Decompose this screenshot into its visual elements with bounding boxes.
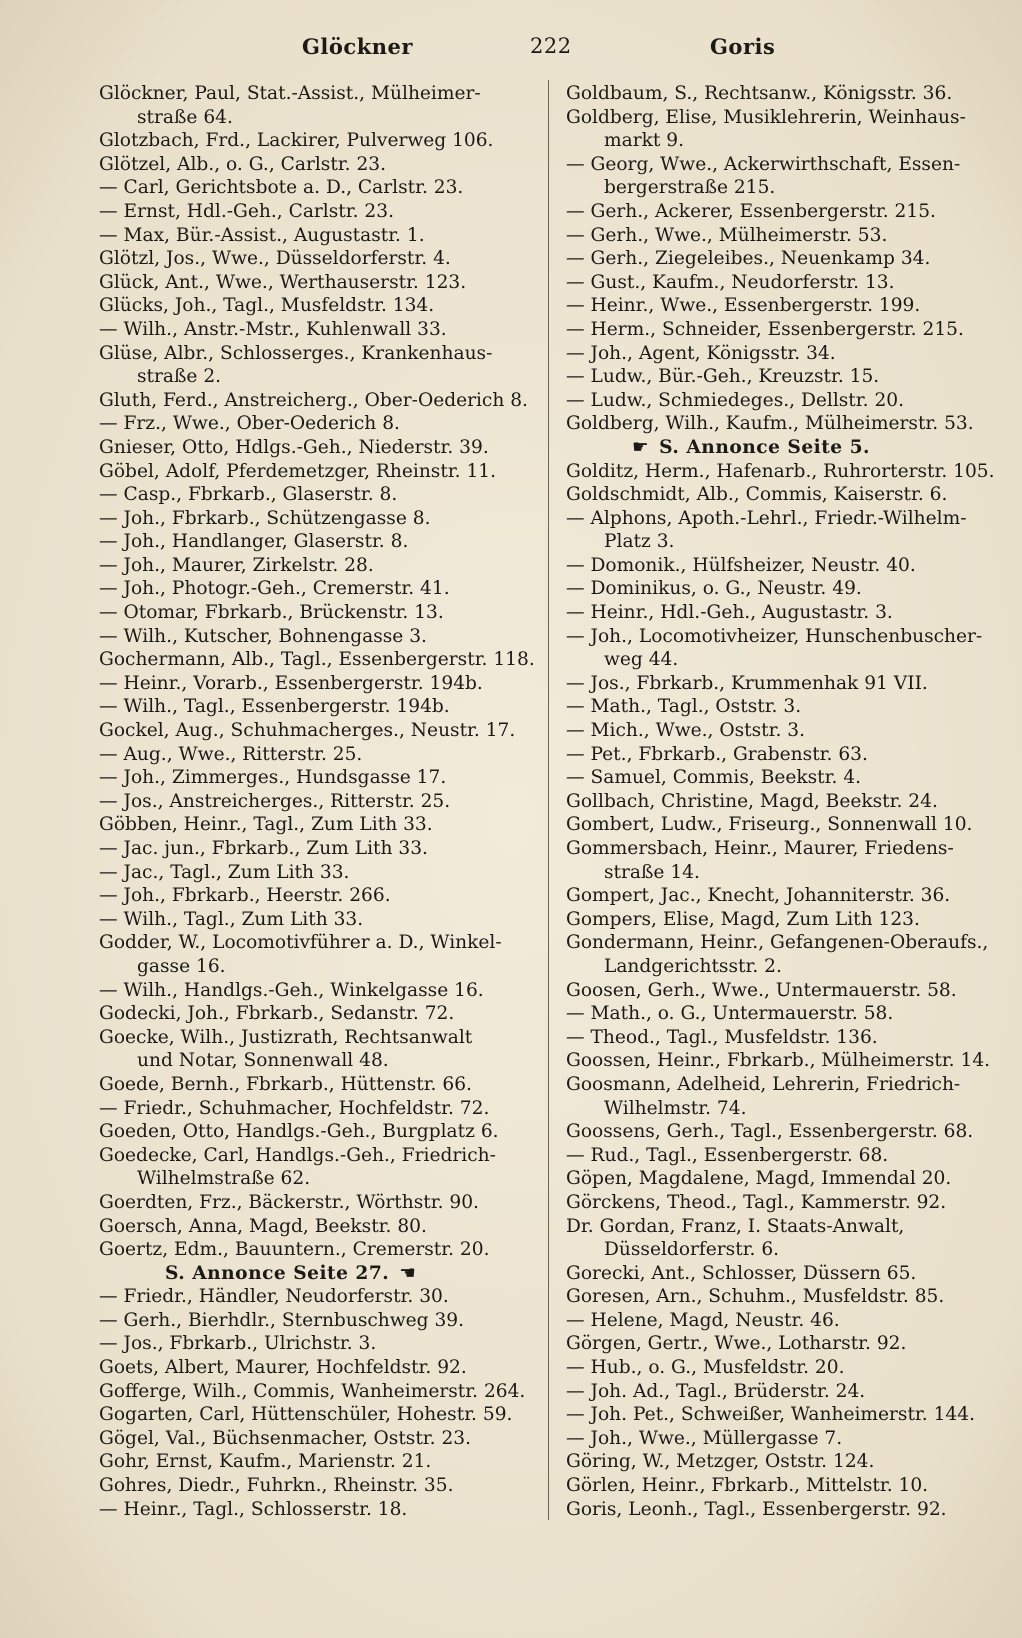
entry-text: Glötzel, Alb., o. G., Carlstr. 23. (99, 153, 387, 175)
entry-text: — Heinr., Wwe., Essenbergerstr. 199. (566, 295, 921, 317)
entry-text: Goedecke, Carl, Handlgs.-Geh., Friedrich- (99, 1144, 496, 1166)
directory-entry (99, 1191, 539, 1215)
entry-text: Godecki, Joh., Fbrkarb., Sedanstr. 72. (99, 1003, 455, 1025)
directory-entry (99, 1450, 539, 1474)
entry-continuation: straße 64. (137, 106, 233, 128)
directory-entry (99, 1356, 539, 1380)
entry-text: — Wilh., Tagl., Essenbergerstr. 194b. (99, 696, 450, 718)
entry-text: Gorecki, Ant., Schlosser, Düssern 65. (566, 1262, 917, 1284)
entry-text: Glüse, Albr., Schlosserges., Krankenhaus- (99, 342, 493, 364)
entry-text: — Domonik., Hülfsheizer, Neustr. 40. (566, 554, 916, 576)
entry-text: Gogarten, Carl, Hüttenschüler, Hohestr. 59. (99, 1404, 513, 1426)
directory-entry (566, 271, 1006, 295)
entry-text: — Joh., Fbrkarb., Heerstr. 266. (99, 885, 391, 907)
directory-entry (566, 813, 1006, 837)
entry-text: Goldberg, Elise, Musiklehrerin, Weinhaus- (566, 106, 966, 128)
entry-text: — Pet., Fbrkarb., Grabenstr. 63. (566, 743, 868, 765)
directory-entry (566, 719, 1006, 743)
entry-text: — Helene, Magd, Neustr. 46. (566, 1309, 840, 1331)
entry-text: — Joh., Photogr.-Geh., Cremerstr. 41. (99, 578, 450, 600)
directory-entry (99, 1498, 539, 1522)
directory-entry (566, 1026, 1006, 1050)
entry-text: — Gerh., Ackerer, Essenbergerstr. 215. (566, 200, 936, 222)
directory-entry (99, 1427, 539, 1451)
entry-text: Glücks, Joh., Tagl., Musfeldstr. 134. (99, 295, 435, 317)
entry-text: — Ernst, Hdl.-Geh., Carlstr. 23. (99, 200, 394, 222)
entry-text: — Joh., Handlanger, Glaserstr. 8. (99, 531, 409, 553)
directory-entry (99, 1144, 539, 1191)
directory-entry (99, 318, 539, 342)
directory-entry (99, 554, 539, 578)
directory-entry (566, 1049, 1006, 1073)
entry-text: Görgen, Gertr., Wwe., Lotharstr. 92. (566, 1333, 907, 1355)
entry-text: Glötzl, Jos., Wwe., Düsseldorferstr. 4. (99, 248, 451, 270)
entry-text: Golditz, Herm., Hafenarb., Ruhrorterstr. 105. (566, 460, 995, 482)
directory-entry (566, 672, 1006, 696)
left-column (99, 82, 539, 1521)
directory-entry (566, 908, 1006, 932)
entry-text: — Casp., Fbrkarb., Glaserstr. 8. (99, 484, 398, 506)
entry-continuation: und Notar, Sonnenwall 48. (137, 1050, 389, 1072)
directory-entry (99, 1073, 539, 1097)
entry-text: — Math., Tagl., Oststr. 3. (566, 696, 802, 718)
entry-text: Gohr, Ernst, Kaufm., Marienstr. 21. (99, 1451, 432, 1473)
directory-entry (99, 1474, 539, 1498)
directory-entry (99, 979, 539, 1003)
entry-text: S. Annonce Seite 5. (659, 436, 871, 458)
directory-entry (566, 1474, 1006, 1498)
entry-text: — Joh. Pet., Schweißer, Wanheimerstr. 144. (566, 1404, 975, 1426)
directory-entry (566, 82, 1006, 106)
entry-text: Glotzbach, Frd., Lackirer, Pulverweg 106. (99, 130, 494, 152)
entry-text: — Jos., Fbrkarb., Krummenhak 91 VII. (566, 672, 928, 694)
entry-text: Göpen, Magdalene, Magd, Immendal 20. (566, 1168, 952, 1190)
entry-text: — Max, Bür.-Assist., Augustastr. 1. (99, 224, 425, 246)
directory-entry (99, 813, 539, 837)
directory-entry (99, 153, 539, 177)
pointing-hand-icon: ☛ (632, 436, 650, 458)
directory-entry (99, 908, 539, 932)
entry-text: — Mich., Wwe., Oststr. 3. (566, 720, 806, 742)
entry-text: Göbben, Heinr., Tagl., Zum Lith 33. (99, 814, 433, 836)
directory-entry (99, 436, 539, 460)
annonce-reference (99, 1262, 539, 1286)
directory-entry (99, 1215, 539, 1239)
header-first-name: Glöckner (302, 34, 413, 59)
directory-entry (566, 200, 1006, 224)
entry-text: — Aug., Wwe., Ritterstr. 25. (99, 743, 363, 765)
entry-text: Gögel, Val., Büchsenmacher, Oststr. 23. (99, 1427, 472, 1449)
directory-entry (566, 884, 1006, 908)
entry-continuation: weg 44. (604, 649, 679, 671)
directory-entry (99, 412, 539, 436)
directory-entry (99, 861, 539, 885)
directory-entry (99, 460, 539, 484)
entry-text: — Dominikus, o. G., Neustr. 49. (566, 578, 862, 600)
directory-entry (99, 648, 539, 672)
entry-text: — Jos., Fbrkarb., Ulrichstr. 3. (99, 1333, 377, 1355)
directory-entry (566, 1380, 1006, 1404)
directory-entry (566, 554, 1006, 578)
directory-entry (566, 766, 1006, 790)
directory-entry (566, 1144, 1006, 1168)
entry-text: Gombert, Ludw., Friseurg., Sonnenwall 10. (566, 814, 973, 836)
entry-text: — Alphons, Apoth.-Lehrl., Friedr.-Wilhelm- (566, 507, 967, 529)
entry-text: Gohres, Diedr., Fuhrkn., Rheinstr. 35. (99, 1475, 454, 1497)
entry-text: Glöckner, Paul, Stat.-Assist., Mülheimer- (99, 83, 481, 104)
directory-entry (99, 1332, 539, 1356)
entry-text: Gofferge, Wilh., Commis, Wanheimerstr. 264. (99, 1380, 526, 1402)
entry-text: S. Annonce Seite 27. (165, 1262, 390, 1284)
directory-entry (566, 625, 1006, 672)
directory-entry (99, 507, 539, 531)
entry-text: Goecke, Wilh., Justizrath, Rechtsanwalt (99, 1026, 473, 1048)
directory-entry (566, 790, 1006, 814)
directory-entry (566, 507, 1006, 554)
directory-entry (566, 412, 1006, 436)
entry-text: — Wilh., Kutscher, Bohnengasse 3. (99, 625, 427, 647)
pointing-hand-icon: ☚ (399, 1262, 417, 1284)
directory-entry (99, 1097, 539, 1121)
entry-continuation: Landgerichtsstr. 2. (604, 955, 782, 977)
entry-text: Gommersbach, Heinr., Maurer, Friedens- (566, 838, 954, 859)
entry-text: Görckens, Theod., Tagl., Kammerstr. 92. (566, 1191, 947, 1213)
entry-text: Goresen, Arn., Schuhm., Musfeldstr. 85. (566, 1286, 945, 1308)
right-column (566, 82, 1006, 1521)
entry-text: Goossens, Gerh., Tagl., Essenbergerstr. 68. (566, 1121, 974, 1143)
entry-text: Glück, Ant., Wwe., Werthauserstr. 123. (99, 271, 467, 293)
entry-text: Goets, Albert, Maurer, Hochfeldstr. 92. (99, 1357, 467, 1379)
directory-entry (566, 931, 1006, 978)
entry-text: — Math., o. G., Untermauerstr. 58. (566, 1003, 894, 1025)
directory-entry (99, 601, 539, 625)
entry-continuation: bergerstraße 215. (604, 177, 776, 199)
directory-entry (99, 1120, 539, 1144)
directory-entry (99, 931, 539, 978)
entry-continuation: Düsseldorferstr. 6. (604, 1239, 780, 1261)
entry-text: Godder, W., Locomotivführer a. D., Winkel- (99, 932, 502, 954)
directory-entry (566, 106, 1006, 153)
entry-text: — Heinr., Vorarb., Essenbergerstr. 194b. (99, 672, 483, 694)
entry-text: Goersch, Anna, Magd, Beekstr. 80. (99, 1215, 427, 1237)
entry-text: Goede, Bernh., Fbrkarb., Hüttenstr. 66. (99, 1073, 472, 1095)
directory-entry (566, 695, 1006, 719)
entry-text: Gondermann, Heinr., Gefangenen-Oberaufs., (566, 932, 989, 954)
entry-text: Gompert, Jac., Knecht, Johanniterstr. 36. (566, 885, 951, 907)
header-last-name: Goris (710, 34, 776, 59)
entry-text: — Herm., Schneider, Essenbergerstr. 215. (566, 318, 964, 340)
entry-text: Goldschmidt, Alb., Commis, Kaiserstr. 6. (566, 484, 948, 506)
entry-text: Gnieser, Otto, Hdlgs.-Geh., Niederstr. 39. (99, 436, 489, 458)
directory-entry (566, 1167, 1006, 1191)
entry-text: — Joh., Maurer, Zirkelstr. 28. (99, 554, 374, 576)
entry-text: — Jac., Tagl., Zum Lith 33. (99, 861, 350, 883)
entry-text: — Wilh., Handlgs.-Geh., Winkelgasse 16. (99, 979, 484, 1001)
entry-text: Goldberg, Wilh., Kaufm., Mülheimerstr. 53. (566, 413, 974, 435)
directory-entry (99, 271, 539, 295)
directory-entry (566, 1309, 1006, 1333)
directory-entry (566, 1002, 1006, 1026)
directory-entry (566, 224, 1006, 248)
directory-entry (99, 1380, 539, 1404)
directory-entry (99, 530, 539, 554)
entry-text: Görlen, Heinr., Fbrkarb., Mittelstr. 10. (566, 1475, 929, 1497)
directory-entry (566, 1215, 1006, 1262)
entry-text: Goossen, Heinr., Fbrkarb., Mülheimerstr. 14. (566, 1050, 991, 1072)
entry-text: Goerdten, Frz., Bäckerstr., Wörthstr. 90. (99, 1191, 479, 1213)
page-number: 222 (530, 34, 572, 58)
entry-text: — Hub., o. G., Musfeldstr. 20. (566, 1357, 845, 1379)
directory-entry (99, 82, 539, 129)
entry-continuation: gasse 16. (137, 955, 226, 977)
entry-text: — Ludw., Bür.-Geh., Kreuzstr. 15. (566, 366, 880, 388)
directory-entry (566, 1073, 1006, 1120)
directory-entry (99, 1002, 539, 1026)
entry-text: Gluth, Ferd., Anstreicherg., Ober-Oederich 8. (99, 389, 528, 411)
entry-text: — Wilh., Anstr.-Mstr., Kuhlenwall 33. (99, 318, 447, 340)
entry-text: — Joh. Ad., Tagl., Brüderstr. 24. (566, 1380, 866, 1402)
entry-text: Goosen, Gerh., Wwe., Untermauerstr. 58. (566, 979, 957, 1001)
entry-text: — Georg, Wwe., Ackerwirthschaft, Essen- (566, 153, 961, 175)
entry-text: Göring, W., Metzger, Oststr. 124. (566, 1451, 875, 1473)
entry-text: Goldbaum, S., Rechtsanw., Königsstr. 36. (566, 83, 953, 104)
entry-text: — Joh., Zimmerges., Hundsgasse 17. (99, 767, 447, 789)
directory-entry (99, 1309, 539, 1333)
entry-text: — Frz., Wwe., Ober-Oederich 8. (99, 413, 400, 435)
entry-text: Gompers, Elise, Magd, Zum Lith 123. (566, 908, 920, 930)
entry-text: — Joh., Locomotivheizer, Hunschenbuscher- (566, 625, 983, 647)
directory-entry (99, 483, 539, 507)
directory-entry (566, 1285, 1006, 1309)
column-divider (548, 80, 549, 1520)
directory-entry (99, 790, 539, 814)
entry-text: — Friedr., Händler, Neudorferstr. 30. (99, 1286, 449, 1308)
annonce-reference (566, 436, 1006, 460)
directory-entry (566, 460, 1006, 484)
entry-text: Goeden, Otto, Handlgs.-Geh., Burgplatz 6. (99, 1121, 499, 1143)
entry-text: Goosmann, Adelheid, Lehrerin, Friedrich- (566, 1073, 961, 1095)
entry-text: — Heinr., Hdl.-Geh., Augustastr. 3. (566, 602, 893, 624)
directory-entry (566, 1356, 1006, 1380)
directory-entry (99, 884, 539, 908)
entry-text: Goertz, Edm., Bauuntern., Cremerstr. 20. (99, 1239, 490, 1261)
directory-entry (99, 1026, 539, 1073)
entry-text: — Wilh., Tagl., Zum Lith 33. (99, 908, 364, 930)
directory-entry (566, 318, 1006, 342)
entry-text: — Gerh., Ziegeleibes., Neuenkamp 34. (566, 248, 931, 270)
entry-continuation: Wilhelmstraße 62. (137, 1168, 311, 1190)
directory-entry (99, 625, 539, 649)
entry-text: Göbel, Adolf, Pferdemetzger, Rheinstr. 11. (99, 460, 497, 482)
entry-continuation: Wilhelmstr. 74. (604, 1097, 747, 1119)
entry-text: — Otomar, Fbrkarb., Brückenstr. 13. (99, 602, 444, 624)
entry-text: — Jos., Anstreicherges., Ritterstr. 25. (99, 790, 451, 812)
directory-entry (99, 1285, 539, 1309)
entry-text: — Gerh., Wwe., Mülheimerstr. 53. (566, 224, 888, 246)
directory-entry (566, 979, 1006, 1003)
entry-text: — Gerh., Bierhdlr., Sternbuschweg 39. (99, 1309, 465, 1331)
directory-entry (99, 129, 539, 153)
entry-text: Goris, Leonh., Tagl., Essenbergerstr. 92. (566, 1498, 947, 1520)
directory-entry (99, 224, 539, 248)
directory-entry (99, 247, 539, 271)
directory-entry (566, 1427, 1006, 1451)
directory-entry (566, 837, 1006, 884)
directory-entry (566, 153, 1006, 200)
directory-entry (566, 247, 1006, 271)
directory-entry (566, 1403, 1006, 1427)
directory-entry (99, 577, 539, 601)
entry-text: — Joh., Wwe., Müllergasse 7. (566, 1427, 843, 1449)
entry-text: — Jac. jun., Fbrkarb., Zum Lith 33. (99, 838, 428, 859)
directory-entry (99, 389, 539, 413)
entry-continuation: Platz 3. (604, 531, 675, 553)
entry-text: Gochermann, Alb., Tagl., Essenbergerstr. 118. (99, 649, 535, 671)
entry-text: Dr. Gordan, Franz, I. Staats-Anwalt, (566, 1215, 905, 1237)
directory-entry (566, 342, 1006, 366)
directory-entry (99, 294, 539, 318)
entry-text: — Theod., Tagl., Musfeldstr. 136. (566, 1026, 878, 1048)
directory-entry (99, 672, 539, 696)
directory-entry (99, 1403, 539, 1427)
directory-entry (99, 766, 539, 790)
directory-entry (566, 389, 1006, 413)
directory-entry (566, 1262, 1006, 1286)
entry-text: — Heinr., Tagl., Schlosserstr. 18. (99, 1498, 408, 1520)
directory-entry (566, 1191, 1006, 1215)
entry-text: — Joh., Fbrkarb., Schützengasse 8. (99, 507, 431, 529)
entry-continuation: markt 9. (604, 130, 684, 152)
entry-continuation: straße 14. (604, 861, 700, 883)
entry-text: — Carl, Gerichtsbote a. D., Carlstr. 23. (99, 177, 464, 199)
directory-entry (99, 837, 539, 861)
entry-text: — Samuel, Commis, Beekstr. 4. (566, 767, 862, 789)
page-header (0, 34, 1022, 64)
directory-entry (566, 577, 1006, 601)
directory-entry (566, 1450, 1006, 1474)
directory-entry (99, 200, 539, 224)
directory-entry (566, 1332, 1006, 1356)
directory-entry (566, 294, 1006, 318)
entry-text: — Ludw., Schmiedeges., Dellstr. 20. (566, 389, 905, 411)
directory-entry (566, 601, 1006, 625)
directory-entry (99, 1238, 539, 1262)
directory-entry (566, 365, 1006, 389)
entry-continuation: straße 2. (137, 366, 222, 388)
directory-entry (566, 1498, 1006, 1522)
directory-entry (99, 695, 539, 719)
directory-entry (99, 719, 539, 743)
entry-text: Gockel, Aug., Schuhmacherges., Neustr. 17. (99, 720, 516, 742)
directory-entry (99, 176, 539, 200)
entry-text: Gollbach, Christine, Magd, Beekstr. 24. (566, 790, 938, 812)
entry-text: — Joh., Agent, Königsstr. 34. (566, 342, 836, 364)
directory-entry (566, 483, 1006, 507)
entry-text: — Friedr., Schuhmacher, Hochfeldstr. 72. (99, 1097, 490, 1119)
directory-entry (99, 743, 539, 767)
directory-entry (566, 1120, 1006, 1144)
directory-entry (99, 342, 539, 389)
entry-text: — Rud., Tagl., Essenbergerstr. 68. (566, 1144, 889, 1166)
entry-text: — Gust., Kaufm., Neudorferstr. 13. (566, 271, 895, 293)
directory-entry (566, 743, 1006, 767)
